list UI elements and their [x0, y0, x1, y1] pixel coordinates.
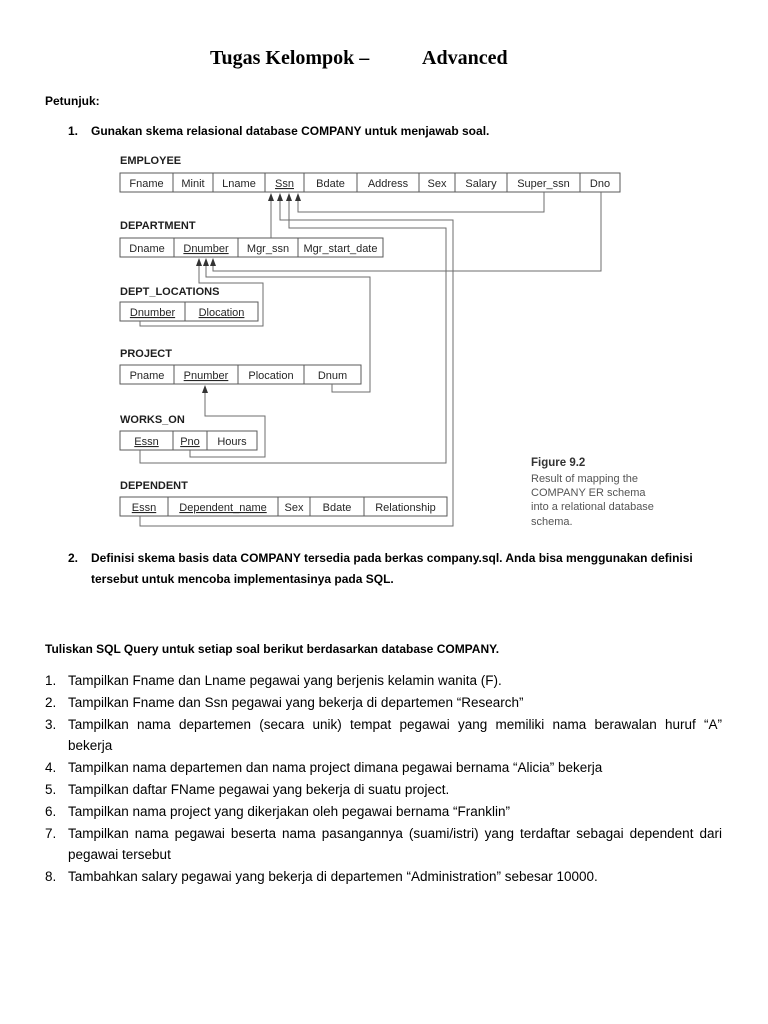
instruction-text-line: Definisi skema basis data COMPANY tersedia pada berkas company.sql. Anda bisa menggunakan definisi — [91, 551, 693, 565]
title-prefix: Tugas Kelompok – — [210, 47, 370, 69]
list-item — [45, 757, 722, 779]
list-item-line: Tampilkan nama departemen (secara unik) tempat pegawai yang memiliki nama berawalan huruf “A” — [68, 716, 722, 732]
list-item — [45, 670, 722, 692]
relation-name-employee: EMPLOYEE — [120, 155, 182, 167]
arrowhead-icon — [295, 193, 301, 201]
figure-label: Figure 9.2 — [531, 457, 586, 469]
employee-attribute-salary: Salary — [465, 178, 497, 190]
employee-attribute-fname: Fname — [129, 178, 164, 190]
arrowhead-icon — [268, 193, 274, 201]
company-relational-schema-diagram — [100, 145, 670, 540]
employee-attribute-bdate: Bdate — [316, 178, 345, 190]
works-on-attribute-essn: Essn — [134, 436, 159, 448]
relation-dept-locations — [120, 286, 258, 321]
employee-attribute-sex: Sex — [427, 178, 447, 190]
employee-attribute-address: Address — [367, 178, 409, 190]
list-item-number: 2. — [45, 694, 57, 710]
employee-attribute-super-ssn: Super_ssn — [517, 178, 570, 190]
instruction-text-line: tersebut untuk mencoba implementasinya pada SQL. — [91, 572, 394, 586]
arrowhead-icon — [203, 258, 209, 266]
instructions-heading: Petunjuk: — [45, 94, 100, 108]
tasks-heading: Tuliskan SQL Query untuk setiap soal berikut berdasarkan database COMPANY. — [45, 642, 500, 656]
department-attribute-mgr-start-date: Mgr_start_date — [303, 243, 378, 255]
figure-caption-line: Result of mapping the — [531, 473, 639, 485]
list-item — [45, 714, 722, 758]
list-item-text — [68, 866, 722, 888]
figure-caption-line: schema. — [531, 516, 573, 528]
list-item-text — [68, 801, 722, 823]
project-attribute-pnumber: Pnumber — [183, 370, 229, 382]
works-on-attribute-hours: Hours — [217, 436, 247, 448]
instruction-number: 1. — [68, 124, 79, 138]
instruction-number: 2. — [68, 551, 79, 565]
list-item-line: Tambahkan salary pegawai yang bekerja di departemen “Administration” sebesar 10000. — [68, 869, 598, 885]
project-attribute-plocation: Plocation — [248, 370, 294, 382]
relation-project — [120, 348, 361, 384]
list-item-line: Tampilkan Fname dan Lname pegawai yang berjenis kelamin wanita (F). — [68, 673, 502, 688]
list-item-text — [68, 823, 722, 867]
list-item-text — [68, 779, 722, 801]
employee-attribute-lname: Lname — [222, 178, 256, 190]
department-attribute-mgr-ssn: Mgr_ssn — [246, 243, 290, 255]
list-item-line: Tampilkan daftar FName pegawai yang bekerja di suatu project. — [68, 781, 450, 797]
relation-employee — [120, 155, 620, 192]
relation-name-dependent: DEPENDENT — [120, 480, 188, 492]
dept-locations-attribute-dnumber: Dnumber — [129, 307, 176, 319]
department-attribute-dnumber: Dnumber — [183, 243, 229, 255]
project-attribute-pname: Pname — [129, 370, 165, 382]
relation-name-project: PROJECT — [120, 348, 172, 360]
department-attribute-dname: Dname — [129, 243, 165, 255]
list-item-line: Tampilkan nama pegawai beserta nama pasangannya (suami/istri) yang terdaftar sebagai dependent dari — [68, 825, 722, 841]
employee-attribute-minit: Minit — [181, 178, 205, 190]
list-item — [45, 866, 722, 888]
arrowhead-icon — [277, 193, 283, 201]
list-item-line: Tampilkan nama project yang dikerjakan oleh pegawai bernama “Franklin” — [68, 803, 510, 819]
figure-caption-line: into a relational database — [531, 501, 654, 513]
project-attribute-dnum: Dnum — [317, 370, 348, 382]
title-subject: Advanced — [422, 47, 508, 69]
list-item-line: Tampilkan Fname dan Ssn pegawai yang bekerja di departemen “Research” — [68, 694, 524, 710]
relation-works-on — [120, 414, 257, 450]
list-item-line: Tampilkan nama departemen dan nama project dimana pegawai bernama “Alicia” bekerja — [68, 760, 603, 776]
list-item-number: 7. — [45, 825, 57, 841]
dependent-attribute-relationship: Relationship — [375, 502, 436, 514]
list-item — [45, 801, 722, 823]
list-item-text — [68, 714, 722, 758]
figure-caption — [531, 457, 654, 528]
list-item-number: 1. — [45, 673, 57, 688]
super-ssn-to-ssn-line — [298, 192, 544, 212]
list-item-line: bekerja — [68, 738, 113, 754]
list-item-number: 8. — [45, 869, 57, 885]
dependent-attribute-bdate: Bdate — [322, 502, 352, 514]
list-item — [45, 823, 722, 867]
arrowhead-icon — [286, 193, 292, 201]
employee-attribute-ssn: Ssn — [275, 178, 294, 190]
instruction-text — [91, 548, 693, 590]
dependent-attribute-sex: Sex — [284, 502, 304, 514]
tasks-list — [45, 670, 722, 888]
list-item-text — [68, 757, 722, 779]
relation-dependent — [120, 480, 447, 516]
employee-attribute-dno: Dno — [589, 178, 611, 190]
list-item-number: 3. — [45, 716, 57, 732]
arrowhead-icon — [202, 385, 208, 393]
figure-caption-line: COMPANY ER schema — [531, 487, 646, 499]
relation-name-works-on: WORKS_ON — [120, 414, 185, 426]
relation-name-department: DEPARTMENT — [120, 220, 196, 232]
list-item-number: 6. — [45, 803, 57, 819]
list-item — [45, 692, 722, 714]
list-item-text — [68, 692, 722, 714]
list-item-number: 5. — [45, 781, 57, 797]
dept-locations-attribute-dlocation: Dlocation — [198, 307, 245, 319]
relation-name-dept-locations: DEPT_LOCATIONS — [120, 286, 220, 298]
arrowhead-icon — [210, 258, 216, 266]
list-item — [45, 779, 722, 801]
works-on-attribute-pno: Pno — [180, 436, 200, 448]
relation-department — [120, 220, 383, 257]
dependent-attribute-dependent-name: Dependent_name — [179, 502, 267, 514]
instruction-text: Gunakan skema relasional database COMPANY untuk menjawab soal. — [91, 124, 490, 138]
arrowhead-icon — [196, 258, 202, 266]
list-item-number: 4. — [45, 760, 57, 776]
list-item-line: pegawai tersebut — [68, 847, 171, 863]
dependent-attribute-essn: Essn — [131, 502, 157, 514]
list-item-text — [68, 670, 722, 692]
